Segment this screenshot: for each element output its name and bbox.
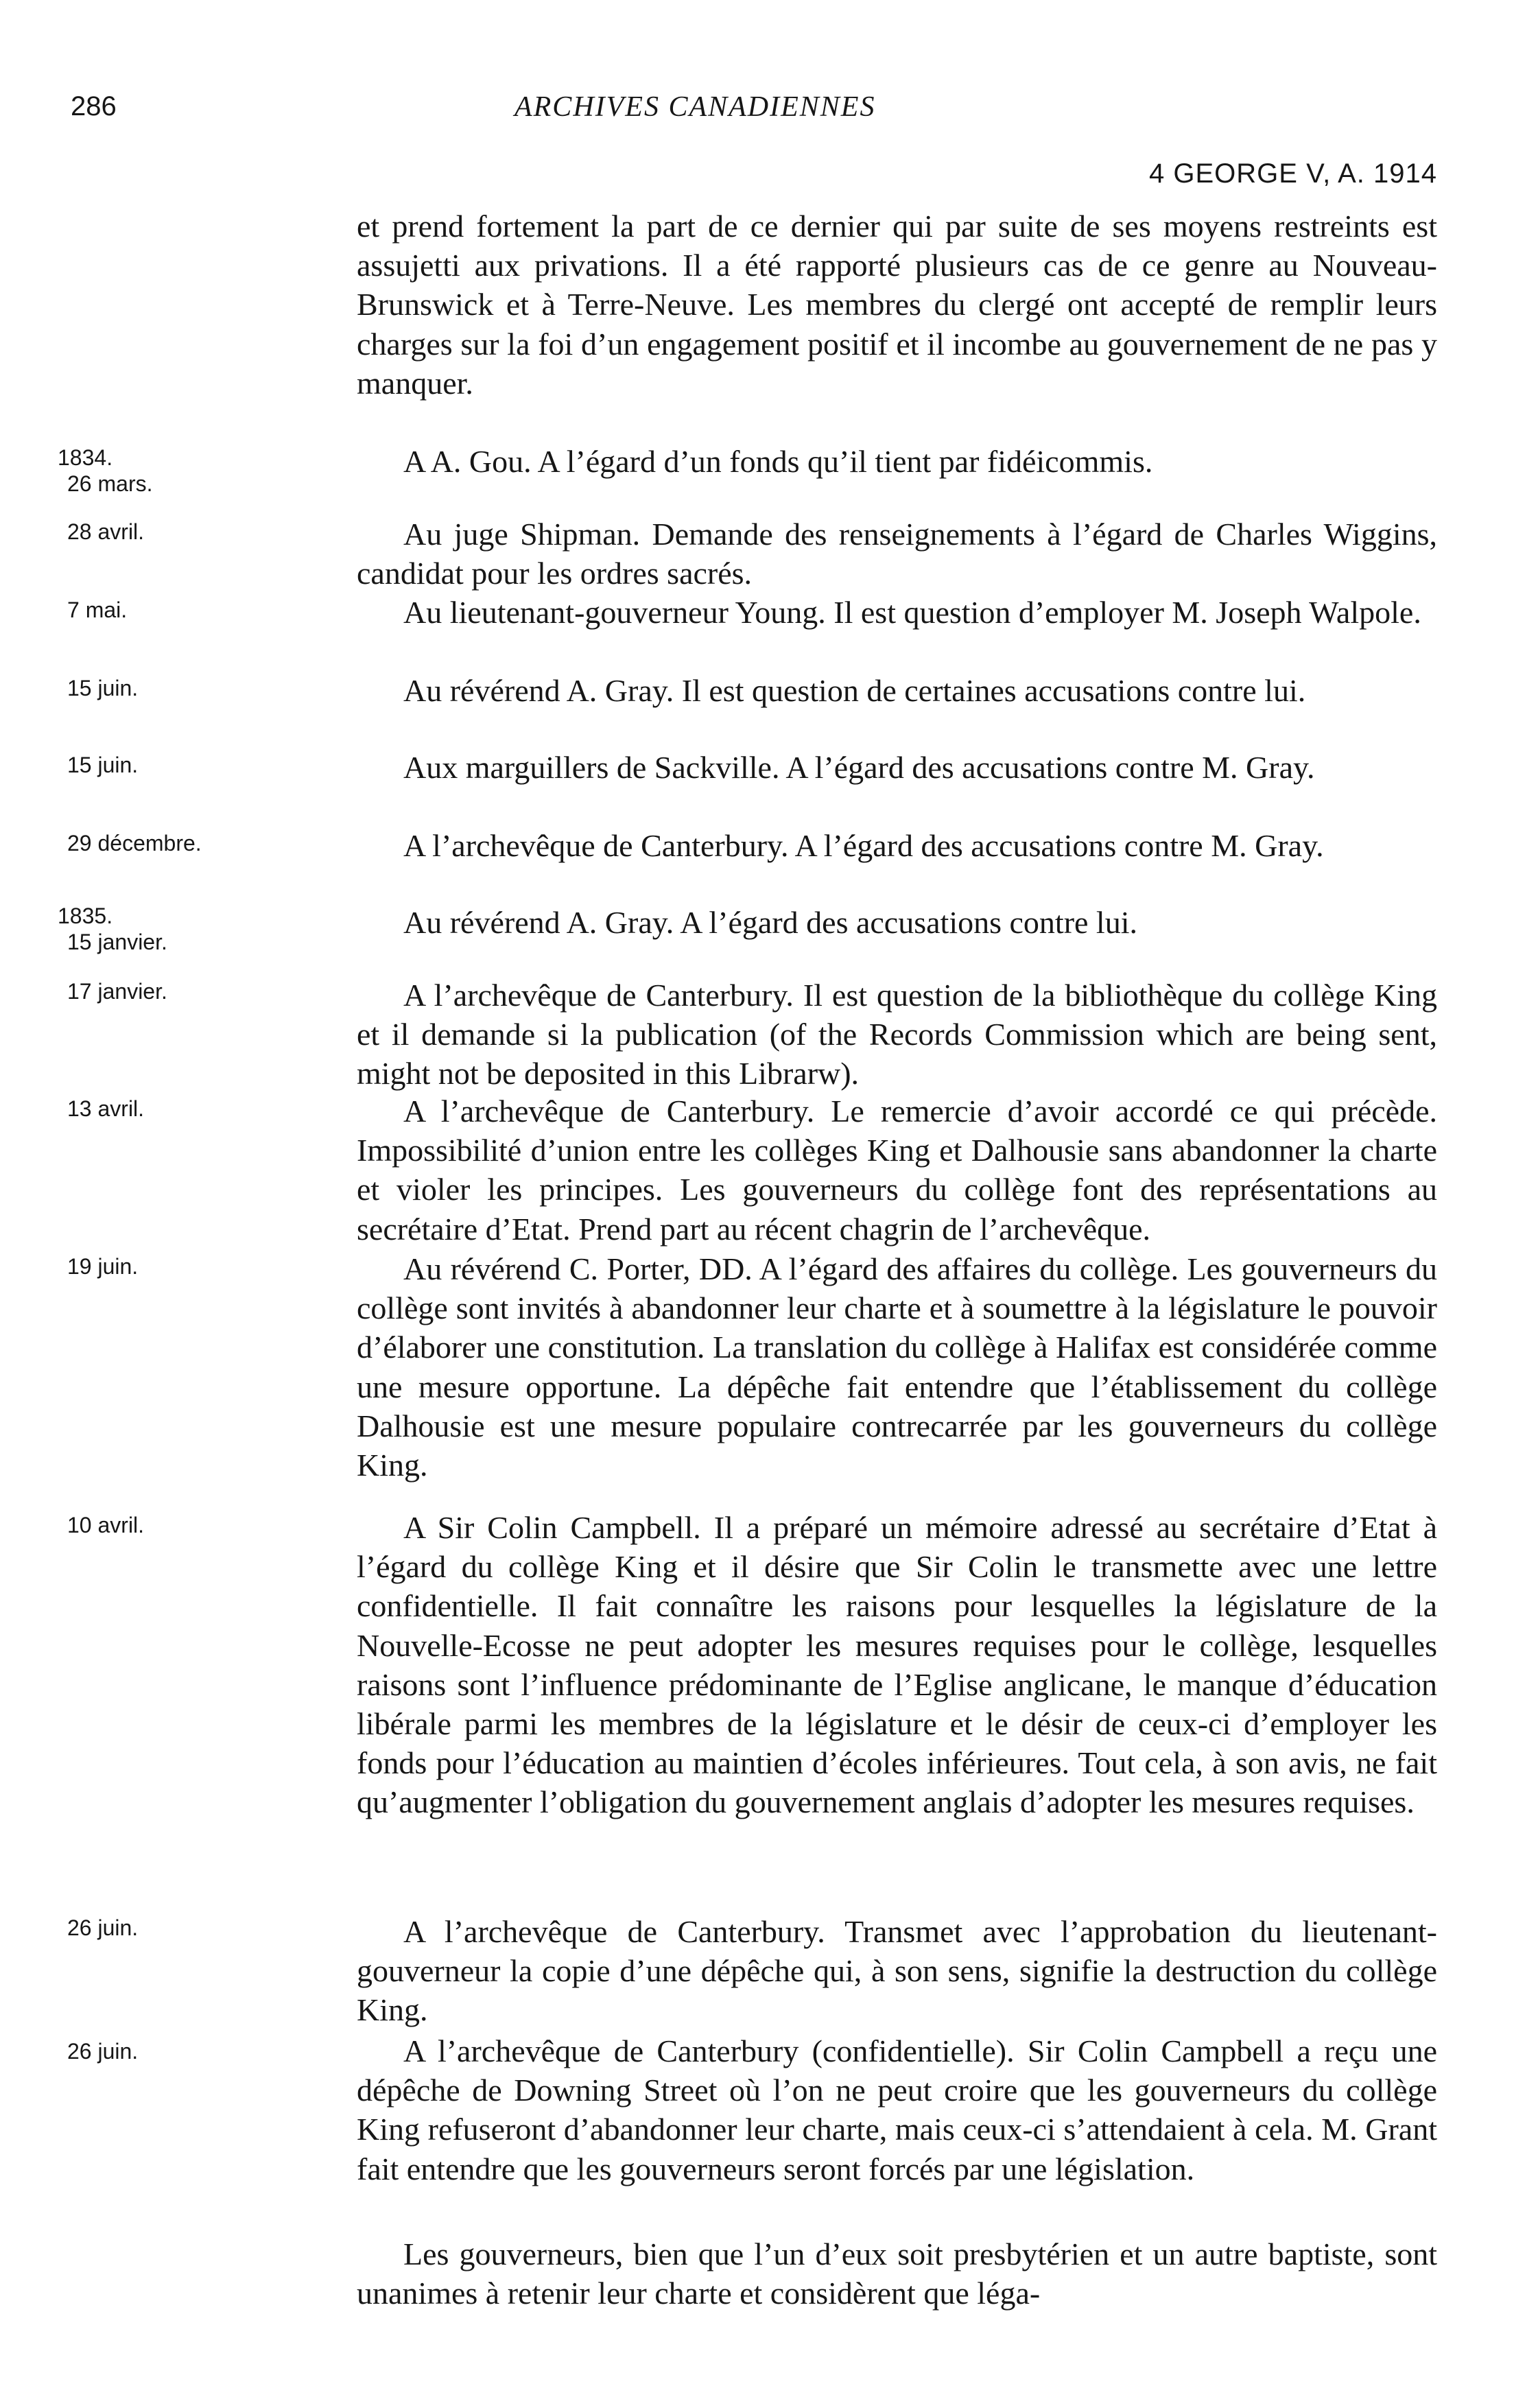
entry-text: A Sir Colin Campbell. Il a préparé un mémoire adressé au secrétaire d’Etat à l’égard du collège King et il désire que Sir Colin le transmette avec une lettre confidentielle. Il fait connaître les raisons pour lesquelles la législature de la Nouvelle-Ecosse ne peut adopter les mesures requises pour le collège, lesquelles raisons sont l’influence prédominante de l’Eglise anglicane, le manque d’éducation libérale parmi les membres de la législature et le désir de ceux-ci d’employer les fonds pour l’éducation au maintien d’écoles inférieures. Tout cela, à son avis, ne fait qu’augmenter l’obligation du gouvernement anglais d’adopter les mesures requises. bbox=[357, 1510, 1437, 1820]
entry-text: Au révérend A. Gray. A l’égard des accusations contre lui. bbox=[403, 905, 1137, 940]
entry bbox=[58, 442, 1437, 496]
margin-date bbox=[67, 1096, 342, 1122]
margin-date bbox=[67, 597, 342, 623]
entry-text: A A. Gou. A l’égard d’un fonds qu’il tient par fidéicommis. bbox=[403, 444, 1153, 479]
margin-date bbox=[67, 1512, 342, 1538]
entry bbox=[67, 515, 1437, 593]
margin-date bbox=[58, 903, 342, 955]
margin-date bbox=[67, 830, 342, 856]
date-line: 1834. bbox=[58, 445, 113, 470]
entry bbox=[67, 671, 1437, 710]
margin-date bbox=[67, 675, 342, 701]
entry bbox=[67, 748, 1437, 787]
entry-text: A l’archevêque de Canterbury. Il est question de la bibliothèque du collège King et il demande si la publication (of the Records Commission which are being sent, might not be deposited in this Librarw). bbox=[357, 978, 1437, 1091]
date-line: 15 juin. bbox=[67, 753, 139, 777]
entry bbox=[67, 1912, 1437, 2030]
date-line: 17 janvier. bbox=[67, 979, 167, 1004]
margin-date bbox=[67, 1915, 342, 1941]
date-line: 13 avril. bbox=[67, 1096, 145, 1121]
entry bbox=[357, 2234, 1437, 2313]
margin-date bbox=[67, 978, 342, 1004]
entry bbox=[67, 593, 1437, 632]
date-line: 28 avril. bbox=[67, 519, 145, 544]
entry bbox=[67, 976, 1437, 1094]
date-line: 19 juin. bbox=[67, 1254, 139, 1279]
entry bbox=[67, 1508, 1437, 1822]
entry-text: A l’archevêque de Canterbury. Le remercie d’avoir accordé ce qui précède. Impossibilité d’union entre les collèges King et Dalhousie sans abandonner la charte et violer les principes. Les gouverneurs du collège font des représentations au secrétaire d’Etat. Prend part au récent chagrin de l’archevêque. bbox=[357, 1094, 1437, 1247]
entry-text: A l’archevêque de Canterbury. A l’égard des accusations contre M. Gray. bbox=[403, 828, 1324, 863]
margin-date bbox=[67, 2038, 342, 2064]
date-line: 26 juin. bbox=[67, 1915, 139, 1940]
entry-text: Au juge Shipman. Demande des renseignements à l’égard de Charles Wiggins, candidat pour les ordres sacrés. bbox=[357, 517, 1437, 591]
entry-text: Au révérend C. Porter, DD. A l’égard des affaires du collège. Les gouverneurs du collège sont invités à abandonner leur charte et à soumettre à la législature le pouvoir d’élaborer une constitution. La translation du collège à Halifax est considérée comme une mesure opportune. La dépêche fait entendre que l’établissement du collège Dalhousie est une mesure populaire contrecarrée par les gouverneurs du collège King. bbox=[357, 1251, 1437, 1483]
running-title: ARCHIVES CANADIENNES bbox=[514, 91, 876, 123]
margin-date bbox=[67, 519, 342, 545]
entry-text: A l’archevêque de Canterbury. Transmet avec l’approbation du lieutenant-gouverneur la copie d’une dépêche qui, à son sens, signifie la destruction du collège King. bbox=[357, 1914, 1437, 2028]
margin-date bbox=[67, 1253, 342, 1279]
date-line: 26 mars. bbox=[67, 471, 153, 496]
session-subheader: 4 GEORGE V, A. 1914 bbox=[1149, 158, 1437, 189]
entry bbox=[67, 2031, 1437, 2188]
date-line: 26 juin. bbox=[67, 2039, 139, 2064]
entry-text: Aux marguillers de Sackville. A l’égard des accusations contre M. Gray. bbox=[403, 750, 1315, 785]
margin-date bbox=[67, 752, 342, 778]
date-line: 29 décembre. bbox=[67, 831, 202, 855]
entry bbox=[58, 903, 1437, 954]
date-line: 7 mai. bbox=[67, 598, 128, 622]
entry-text: A l’archevêque de Canterbury (confidentielle). Sir Colin Campbell a reçu une dépêche de Downing Street où l’on ne peut croire que les gouverneurs du collège King refuseront d’abandonner leur charte, mais ceux-ci s’attendaient à cela. M. Grant fait entendre que les gouverneurs seront forcés par une législation. bbox=[357, 2033, 1437, 2186]
date-line: 1835. bbox=[58, 904, 113, 928]
date-line: 15 juin. bbox=[67, 676, 139, 700]
entry bbox=[67, 826, 1437, 865]
entry-text: Au révérend A. Gray. Il est question de certaines accusations contre lui. bbox=[403, 673, 1306, 708]
date-line: 10 avril. bbox=[67, 1513, 145, 1537]
entry-text: Les gouverneurs, bien que l’un d’eux soit presbytérien et un autre baptiste, sont unanimes à retenir leur charte et considèrent que léga- bbox=[357, 2236, 1437, 2311]
entry-text: et prend fortement la part de ce dernier qui par suite de ses moyens restreints est assujetti aux privations. Il a été rapporté plusieurs cas de ce genre au Nouveau-Brunswick et à Terre-Neuve. Les membres du clergé ont accepté de remplir leurs charges sur la foi d’un engagement positif et il incombe au gouvernement de ne pas y manquer. bbox=[357, 209, 1437, 401]
entry bbox=[357, 206, 1437, 403]
date-line: 15 janvier. bbox=[67, 930, 167, 954]
entry bbox=[67, 1091, 1437, 1249]
margin-date bbox=[58, 445, 342, 497]
entry-text: Au lieutenant-gouverneur Young. Il est question d’employer M. Joseph Walpole. bbox=[403, 595, 1421, 630]
entry bbox=[67, 1249, 1437, 1485]
page-number: 286 bbox=[71, 91, 117, 121]
